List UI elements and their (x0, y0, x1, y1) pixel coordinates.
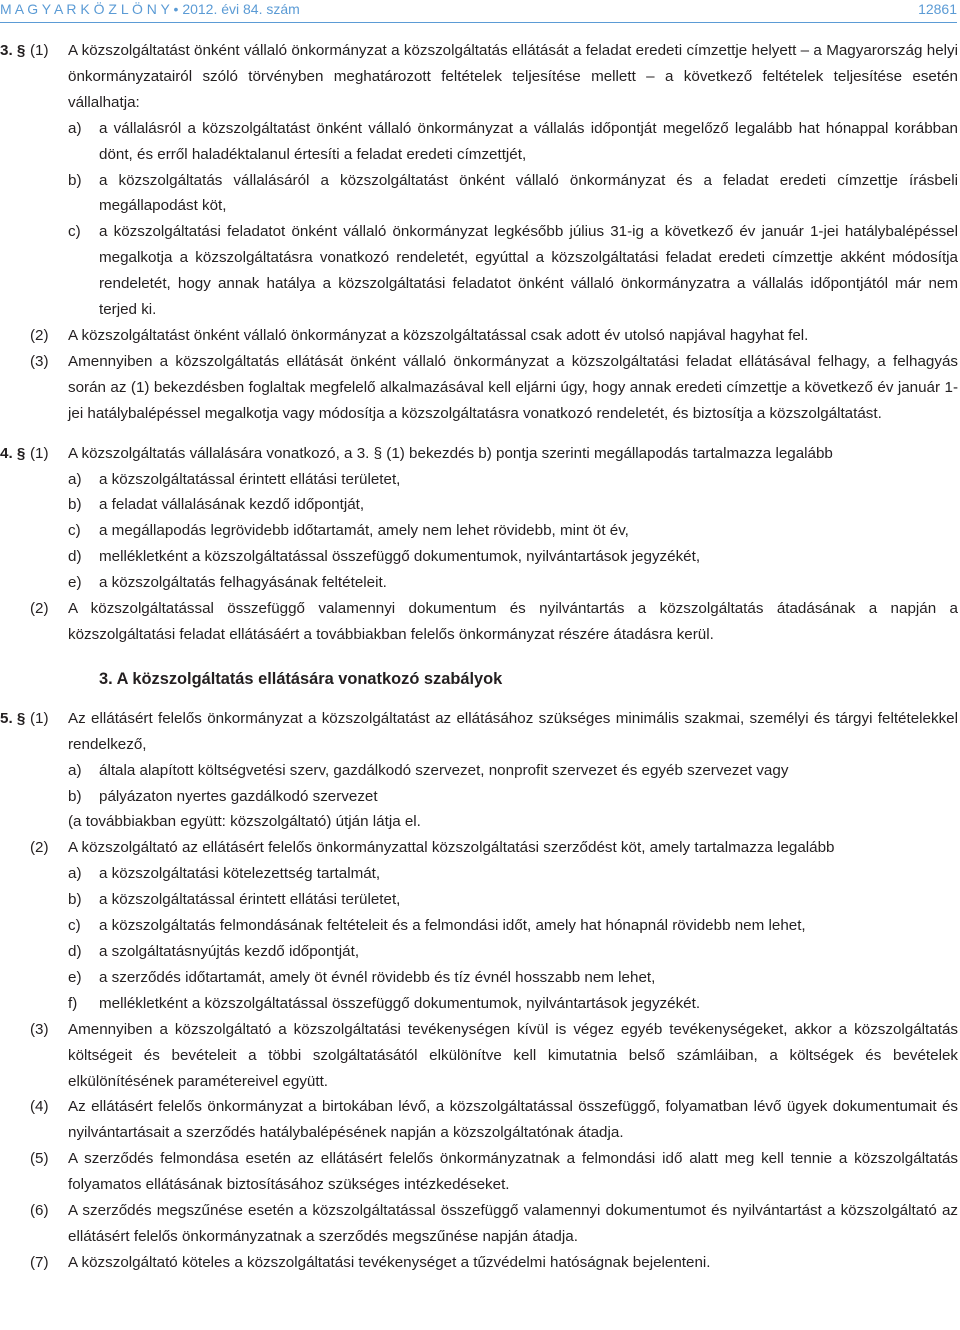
paragraph-number: (2) (30, 839, 49, 857)
list-item (68, 116, 958, 168)
list-label: b) (68, 787, 82, 805)
paragraph-text: A közszolgáltatást önként vállaló önkormányzat a közszolgáltatással csak adott év utolsó napjával hagyhat fel. (68, 326, 809, 344)
list-item (68, 939, 958, 965)
section-number: 5. § (0, 709, 26, 727)
list-text: a közszolgáltatás vállalásáról a közszolgáltatást önként vállaló önkormányzat és a feladat eredeti címzettje írásbeli megállapodást köt, (99, 171, 958, 215)
section-3-paragraph-3 (0, 349, 958, 427)
section-number: 4. § (0, 444, 26, 462)
list-label: a) (68, 119, 82, 137)
paragraph-number: (1) (30, 42, 49, 59)
section-5-paragraph-2 (0, 835, 958, 861)
list-item (68, 887, 958, 913)
paragraph-text: A szerződés felmondása esetén az ellátásért felelős önkormányzatnak a felmondási idő alatt meg kell tennie a közszolgáltatás folyamatos ellátásának biztosításához szükséges intézkedéseket. (68, 1150, 958, 1194)
paragraph-number: (3) (30, 1020, 49, 1038)
list-text: a közszolgáltatással érintett ellátási területet, (99, 891, 401, 909)
list-label: f) (68, 994, 78, 1012)
paragraph-text: Amennyiben a közszolgáltatás ellátását önként vállaló önkormányzat a közszolgáltatási feladat ellátásával felhagy, a felhagyás során az (1) bekezdésben foglaltak megfelelő alkalmazásával kell eljárni úgy, hogy annak eredeti címzettje a következő év január 1-jei hatálybalépéssel megalkotja vagy módosítja a közszolgáltatásra vonatkozó rendeletét, és biztosítja a közszolgáltatást. (68, 352, 958, 422)
list-label: e) (68, 968, 82, 986)
section-5-paragraph-6 (0, 1198, 958, 1250)
list-label: c) (68, 223, 81, 241)
paragraph-text: Amennyiben a közszolgáltató a közszolgáltatási tevékenységen kívül is végez egyéb tevékenységeket, akkor a közszolgáltatás költségeit és bevételeit a többi szolgáltatásától elkülönítve kell kimutatnia belső számláiban, a költségek és bevételek elkülönítésének paramétereivel együtt. (68, 1020, 958, 1090)
paragraph-text: Az ellátásért felelős önkormányzat a birtokában lévő, a közszolgáltatással összefüggő, folyamatban lévő ügyek dokumentumait és nyilvántartásait a szerződés hatálybalépésének napján a közszolgáltatónak átadja. (68, 1098, 958, 1142)
page-header (0, 1, 957, 21)
list-text: a közszolgáltatási kötelezettség tartalmát, (99, 865, 381, 883)
list-text: a feladat vállalásának kezdő időpontját, (99, 496, 365, 514)
list-text: a közszolgáltatási feladatot önként vállaló önkormányzat legkésőbb július 31-ig a következő év január 1-jei hatálybalépéssel megalkotja a közszolgáltatásra vonatkozó rendeletét, egyúttal a közszolgáltatási feladat eredeti címzettje akként módosítja rendeletét, hogy annak hatálya a közszolgáltatási feladatot önként vállaló önkormányzatra a vállalás időpontjától már nem terjed ki. (99, 223, 958, 319)
list-label: a) (68, 865, 82, 883)
document-body (0, 38, 958, 1276)
section-3-paragraph-1 (0, 38, 958, 116)
paragraph-text: A közszolgáltatással összefüggő valamennyi dokumentum és nyilvántartás a közszolgáltatás átadásának a napján a közszolgáltatási feladat ellátásáért a továbbiakban felelős önkormányzat részére átadásra kerül. (68, 600, 958, 643)
paragraph-number: (1) (30, 709, 49, 727)
section-5-paragraph-1 (0, 706, 958, 758)
section-4-paragraph-1 (0, 441, 958, 467)
list-text: mellékletként a közszolgáltatással összefüggő dokumentumok, nyilvántartások jegyzékét. (99, 994, 701, 1012)
list-text: a vállalásról a közszolgáltatást önként vállaló önkormányzat a vállalás időpontját megelőző legalább hat hónappal korábban dönt, és erről haladéktalanul értesíti a feladat eredeti címzettjét, (99, 119, 958, 163)
paragraph-text: A közszolgáltató az ellátásért felelős önkormányzattal közszolgáltatási szerződést köt, amely tartalmazza legalább (68, 839, 835, 857)
list-label: a) (68, 761, 82, 779)
list-item (68, 570, 958, 596)
page-number: 12861 (918, 1, 957, 17)
list-text: a közszolgáltatással érintett ellátási területet, (99, 470, 401, 488)
list-item (68, 544, 958, 570)
section-4-paragraph-2 (0, 596, 958, 648)
header-rule (0, 22, 957, 23)
paragraph-number: (4) (30, 1098, 49, 1116)
list-text: a szolgáltatásnyújtás kezdő időpontját, (99, 943, 360, 960)
list-label: c) (68, 522, 81, 540)
list-text: pályázaton nyertes gazdálkodó szervezet (99, 787, 378, 805)
paragraph-number: (7) (30, 1253, 49, 1271)
list-label: b) (68, 496, 82, 514)
publication-title: M A G Y A R K Ö Z L Ö N Y • 2012. évi 84. szám (0, 1, 300, 17)
list-tail (68, 809, 958, 835)
paragraph-text: A közszolgáltató köteles a közszolgáltatási tevékenységet a tűzvédelmi hatóságnak bejelenteni. (68, 1253, 711, 1271)
list-text: mellékletként a közszolgáltatással összefüggő dokumentumok, nyilvántartások jegyzékét, (99, 548, 701, 566)
list-label: c) (68, 917, 81, 935)
list-text: a szerződés időtartamát, amely öt évnél rövidebb és tíz évnél hosszabb nem lehet, (99, 968, 656, 986)
paragraph-number: (3) (30, 352, 49, 370)
list-item (68, 492, 958, 518)
list-item (68, 758, 958, 784)
section-5-paragraph-4 (0, 1094, 958, 1146)
section-number: 3. § (0, 42, 26, 59)
list-tail-text: (a továbbiakban együtt: közszolgáltató) útján látja el. (68, 813, 421, 831)
list-label: b) (68, 891, 82, 909)
list-item (68, 784, 958, 810)
list-text: a közszolgáltatás felmondásának feltételeit és a felmondási időt, amely hat hónapnál rövidebb nem lehet, (99, 917, 806, 935)
section-3-paragraph-2 (0, 323, 958, 349)
section-5-paragraph-3 (0, 1017, 958, 1095)
paragraph-number: (2) (30, 326, 49, 344)
section-5-paragraph-5 (0, 1146, 958, 1198)
chapter-heading: 3. A közszolgáltatás ellátására vonatkozó szabályok (99, 669, 503, 688)
list-label: b) (68, 171, 82, 189)
list-item (68, 168, 958, 220)
list-text: általa alapított költségvetési szerv, gazdálkodó szervezet, nonprofit szervezet és egyéb szervezet vagy (99, 761, 789, 779)
list-item (68, 965, 958, 991)
paragraph-number: (6) (30, 1202, 49, 1220)
list-item (68, 913, 958, 939)
paragraph-text: Az ellátásért felelős önkormányzat a közszolgáltatást az ellátásához szükséges minimális szakmai, személyi és tárgyi feltételekkel rendelkező, (68, 709, 958, 753)
list-item (68, 467, 958, 493)
paragraph-number: (1) (30, 444, 49, 462)
paragraph-text: A közszolgáltatást önként vállaló önkormányzat a közszolgáltatás ellátását a feladat eredeti címzettje helyett – a Magyarország helyi önkormányzatairól szóló törvényben meghatározott feltételek teljesítése mellett – a következő feltételek teljesítése esetén vállalhatja: (68, 42, 958, 111)
paragraph-number: (5) (30, 1150, 49, 1168)
section-5-paragraph-7 (0, 1250, 958, 1276)
list-label: a) (68, 470, 82, 488)
list-text: a közszolgáltatás felhagyásának feltételeit. (99, 574, 387, 592)
paragraph-text: A közszolgáltatás vállalására vonatkozó, a 3. § (1) bekezdés b) pontja szerinti megállapodás tartalmazza legalább (68, 444, 833, 462)
list-text: a megállapodás legrövidebb időtartamát, amely nem lehet rövidebb, mint öt év, (99, 522, 629, 540)
list-item (68, 518, 958, 544)
list-label: d) (68, 943, 82, 960)
list-label: e) (68, 574, 82, 592)
list-item (68, 219, 958, 323)
paragraph-number: (2) (30, 600, 49, 618)
list-item (68, 991, 958, 1017)
list-label: d) (68, 548, 82, 566)
list-item (68, 861, 958, 887)
paragraph-text: A szerződés megszűnése esetén a közszolgáltatással összefüggő valamennyi dokumentumot és nyilvántartást a közszolgáltató az ellátásért felelős önkormányzatnak a szerződés megszűnése napján átadja. (68, 1202, 958, 1245)
